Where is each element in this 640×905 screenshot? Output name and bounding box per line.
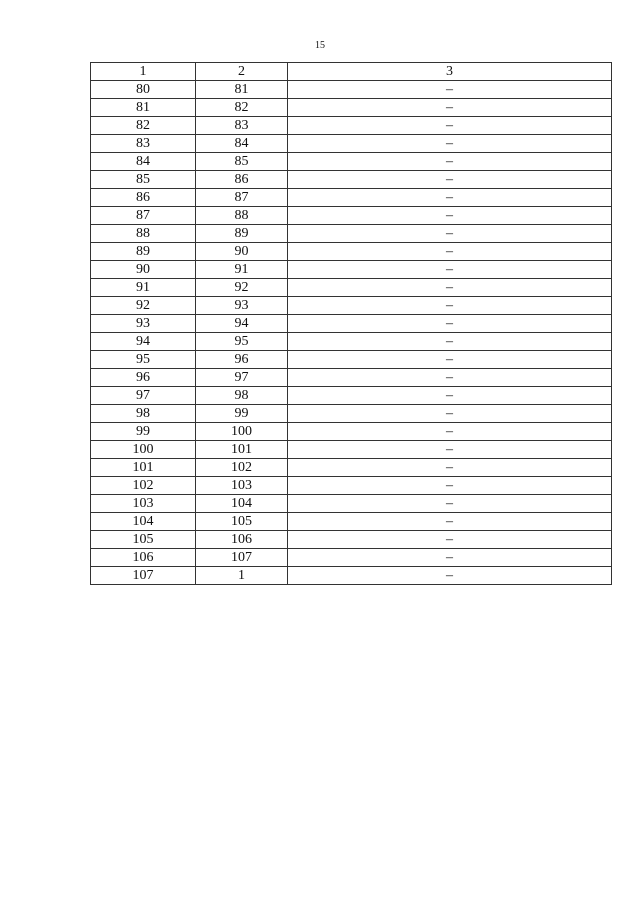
data-table: [90, 62, 612, 585]
table-cell: 107: [91, 567, 196, 585]
table-cell: –: [288, 243, 612, 261]
table-cell: 100: [91, 441, 196, 459]
table-row: [91, 477, 612, 495]
table-cell: –: [288, 225, 612, 243]
table-cell: –: [288, 387, 612, 405]
table-row: [91, 405, 612, 423]
table-cell: –: [288, 369, 612, 387]
table-cell: –: [288, 567, 612, 585]
table-cell: 87: [196, 189, 288, 207]
table-cell: –: [288, 423, 612, 441]
table-cell: 92: [91, 297, 196, 315]
table-cell: 90: [91, 261, 196, 279]
table-cell: 101: [91, 459, 196, 477]
table-cell: 106: [196, 531, 288, 549]
table-cell: 93: [91, 315, 196, 333]
table-row: [91, 261, 612, 279]
table-cell: –: [288, 531, 612, 549]
table-header-row: [91, 63, 612, 81]
table-row: [91, 225, 612, 243]
table-cell: –: [288, 261, 612, 279]
table-cell: 97: [91, 387, 196, 405]
table-cell: –: [288, 207, 612, 225]
table-row: [91, 153, 612, 171]
table-cell: 81: [91, 99, 196, 117]
table-row: [91, 207, 612, 225]
table-cell: 101: [196, 441, 288, 459]
table-cell: 89: [196, 225, 288, 243]
table-cell: 107: [196, 549, 288, 567]
table-cell: 86: [196, 171, 288, 189]
column-header-3: 3: [288, 63, 612, 81]
table-cell: 80: [91, 81, 196, 99]
table-row: [91, 513, 612, 531]
column-header-2: 2: [196, 63, 288, 81]
table-cell: –: [288, 351, 612, 369]
table-row: [91, 423, 612, 441]
table-row: [91, 297, 612, 315]
table-cell: –: [288, 513, 612, 531]
table-row: [91, 567, 612, 585]
table-cell: 90: [196, 243, 288, 261]
table-cell: 99: [91, 423, 196, 441]
table-cell: –: [288, 153, 612, 171]
table-cell: –: [288, 405, 612, 423]
table-cell: 89: [91, 243, 196, 261]
table-cell: 82: [196, 99, 288, 117]
table-cell: 98: [91, 405, 196, 423]
table-cell: 84: [196, 135, 288, 153]
table-cell: –: [288, 117, 612, 135]
table-row: [91, 81, 612, 99]
table-cell: 1: [196, 567, 288, 585]
table-cell: 91: [91, 279, 196, 297]
table-cell: 94: [196, 315, 288, 333]
table-cell: 86: [91, 189, 196, 207]
table-cell: 104: [91, 513, 196, 531]
table-cell: 106: [91, 549, 196, 567]
table-cell: 82: [91, 117, 196, 135]
table-cell: –: [288, 333, 612, 351]
table-cell: 96: [91, 369, 196, 387]
table-cell: 97: [196, 369, 288, 387]
table-cell: 105: [91, 531, 196, 549]
table-cell: 83: [91, 135, 196, 153]
table-cell: 103: [91, 495, 196, 513]
page-number: 15: [315, 40, 325, 51]
table-cell: –: [288, 459, 612, 477]
table-cell: 102: [91, 477, 196, 495]
table-row: [91, 189, 612, 207]
table-cell: 88: [91, 225, 196, 243]
table-cell: –: [288, 81, 612, 99]
table-cell: 99: [196, 405, 288, 423]
table-cell: 95: [196, 333, 288, 351]
table-row: [91, 171, 612, 189]
table-cell: –: [288, 171, 612, 189]
table-cell: 94: [91, 333, 196, 351]
table-row: [91, 531, 612, 549]
table-cell: 93: [196, 297, 288, 315]
table-cell: 102: [196, 459, 288, 477]
table-row: [91, 135, 612, 153]
table-row: [91, 369, 612, 387]
table-cell: 81: [196, 81, 288, 99]
table-row: [91, 117, 612, 135]
table-cell: –: [288, 279, 612, 297]
table-cell: –: [288, 441, 612, 459]
table-cell: 85: [196, 153, 288, 171]
table-cell: 105: [196, 513, 288, 531]
table-row: [91, 549, 612, 567]
table-row: [91, 441, 612, 459]
table-cell: 83: [196, 117, 288, 135]
table-row: [91, 351, 612, 369]
table-cell: 100: [196, 423, 288, 441]
table-row: [91, 279, 612, 297]
table-cell: 104: [196, 495, 288, 513]
table-cell: –: [288, 549, 612, 567]
table-body: [91, 81, 612, 585]
table-cell: 92: [196, 279, 288, 297]
table-cell: 91: [196, 261, 288, 279]
table-cell: –: [288, 297, 612, 315]
table-cell: 95: [91, 351, 196, 369]
table-cell: 85: [91, 171, 196, 189]
table-cell: –: [288, 135, 612, 153]
table-row: [91, 243, 612, 261]
table-row: [91, 387, 612, 405]
column-header-1: 1: [91, 63, 196, 81]
table-cell: 84: [91, 153, 196, 171]
table-cell: 96: [196, 351, 288, 369]
table-cell: 87: [91, 207, 196, 225]
table-cell: –: [288, 495, 612, 513]
table-cell: –: [288, 189, 612, 207]
table-cell: 98: [196, 387, 288, 405]
table-cell: –: [288, 315, 612, 333]
table-cell: –: [288, 99, 612, 117]
table-row: [91, 333, 612, 351]
table-cell: 103: [196, 477, 288, 495]
table-row: [91, 99, 612, 117]
table-cell: 88: [196, 207, 288, 225]
table-row: [91, 315, 612, 333]
table-row: [91, 459, 612, 477]
table-row: [91, 495, 612, 513]
table-cell: –: [288, 477, 612, 495]
